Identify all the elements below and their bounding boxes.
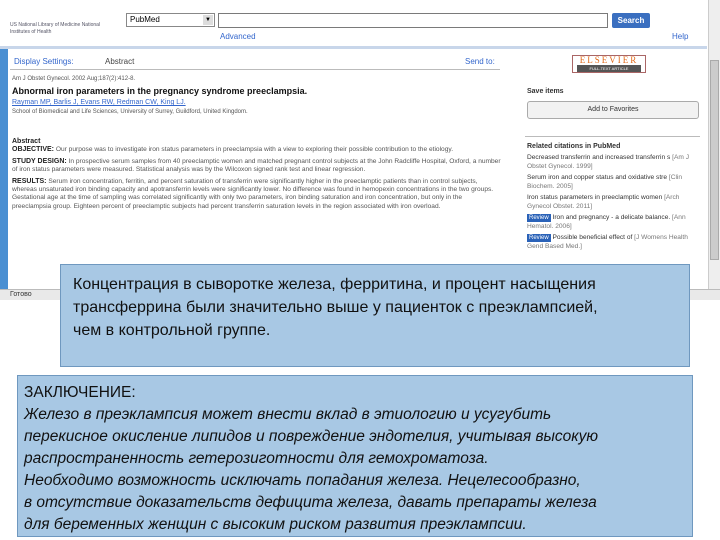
related-link[interactable]: Decreased transferrin and increased transferrin s [527, 154, 671, 161]
conclusion-callout [17, 375, 693, 537]
list-item[interactable] [527, 154, 702, 171]
publisher-full-text-link[interactable] [572, 55, 646, 73]
related-link[interactable]: Serum iron and copper status and oxidative stre [527, 174, 668, 181]
callout-line: Концентрация в сыворотке железа, ферритина, и процент насыщения [73, 276, 596, 293]
display-settings-link[interactable]: Display Settings: [14, 57, 74, 66]
search-button[interactable]: Search [612, 13, 650, 28]
nlm-logo: US National Library of Medicine National Institutes of Health [10, 22, 101, 35]
display-value: Abstract [105, 57, 135, 66]
callout-line: в отсутствие доказательств дефицита железа, давать препараты железа [24, 494, 597, 511]
heading-text: ЗАКЛЮЧЕНИЕ [24, 384, 132, 401]
list-item[interactable] [527, 214, 702, 231]
conclusion-heading [24, 382, 686, 404]
left-accent-strip [0, 49, 8, 289]
abstract-block [12, 138, 502, 214]
callout-line: распространенность гетерозиготности для гемохроматоза. [24, 450, 489, 467]
results-callout [60, 264, 690, 367]
related-link[interactable]: Iron status parameters in preeclamptic women [527, 194, 663, 201]
status-text: Готово [10, 291, 32, 298]
callout-line: трансферрина были значительно выше у пациенток с преэклампсией, [73, 299, 598, 316]
header-divider [0, 46, 707, 49]
related-journal: [J Womens Health Gend Based Med.] [527, 234, 688, 250]
save-items-heading: Save items [527, 88, 564, 95]
list-item[interactable] [527, 174, 702, 191]
section-text: In prospective serum samples from 40 preeclamptic women and matched pregnant control subjects at the John Radcliffe Hospital, Oxford, a number of iron status parameters were measured. Statistical analysis was by the Wilcoxon signed rank test and linear regression. [12, 157, 501, 174]
database-select[interactable] [126, 13, 215, 27]
related-link[interactable]: Possible beneficial effect of [552, 234, 633, 241]
citation: Am J Obstet Gynecol. 2002 Aug;187(2):412-8. [12, 76, 136, 82]
related-journal: [Clin Biochem. 2005] [527, 174, 683, 190]
pubmed-header [0, 0, 707, 48]
callout-line: Необходимо возможность исключать попадания железа. Нецелесообразно, [24, 472, 581, 489]
add-to-favorites-button[interactable]: Add to Favorites [527, 101, 699, 119]
callout-line: чем в контрольной группе. [73, 322, 271, 339]
section-text: Serum iron concentration, ferritin, and percent saturation of transferrin were significantly higher in the preeclamptic patients than in control subjects, whereas unsaturated iron binding capacity and apotransferrin levels were significantly lower. No difference was found in hemopexin concentrations in the two groups. Gestational age at the time of sampling was correlated significantly with only two parameters, iron binding saturation and iron concentration, but only in the preeclampsia group. Eighteen percent of preeclamptic subjects had percent transferrin saturation levels in the region associated with iron overload. [12, 177, 494, 210]
chevron-down-icon: ▼ [203, 15, 213, 25]
related-citations-heading: Related citations in PubMed [527, 143, 621, 150]
affiliation: School of Biomedical and Life Sciences, University of Surrey, Guildford, United Kingdom. [12, 109, 248, 115]
related-citations-list [527, 154, 702, 254]
abstract-section [12, 158, 502, 175]
review-badge: Review [529, 235, 549, 241]
search-input[interactable] [218, 13, 608, 28]
related-journal: [Arch Gynecol Obstet. 2011] [527, 194, 680, 210]
related-journal: [Am J Obstet Gynecol. 1999] [527, 154, 690, 170]
callout-line: перекисное окисление липидов и повреждение эндотелия, учитывая высокую [24, 428, 599, 445]
article-title: Abnormal iron parameters in the pregnancy syndrome preeclampsia. [12, 86, 308, 96]
related-journal: [Ann Hematol. 2006] [527, 214, 686, 230]
advanced-link[interactable]: Advanced [220, 32, 256, 41]
section-label: OBJECTIVE: [12, 146, 55, 154]
section-text: Our purpose was to investigate iron status parameters in preeclampsia with a view to exploring their possible contribution to the etiology. [55, 146, 454, 154]
help-link[interactable]: Help [672, 32, 689, 41]
review-badge: Review [529, 215, 549, 221]
section-label: STUDY DESIGN: [12, 157, 67, 165]
related-link[interactable]: Iron and pregnancy - a delicate balance. [552, 214, 671, 221]
divider [10, 69, 500, 70]
callout-line: Железо в преэклампсия может внести вклад в этиологию и усугубить [24, 406, 552, 423]
vertical-scrollbar[interactable] [708, 0, 720, 290]
abstract-section [12, 146, 502, 154]
divider [525, 136, 700, 137]
send-to-link[interactable]: Send to: [465, 57, 495, 66]
publisher-sub: FULL-TEXT ARTICLE [577, 65, 641, 72]
publisher-name: ELSEVIER [579, 55, 639, 65]
heading-colon: : [131, 384, 136, 401]
abstract-section [12, 178, 502, 212]
list-item[interactable] [527, 234, 702, 251]
authors-list[interactable]: Rayman MP, Barlis J, Evans RW, Redman CW, King LJ. [12, 99, 186, 106]
database-select-value: PubMed [130, 15, 160, 24]
section-label: RESULTS: [12, 177, 47, 185]
list-item[interactable] [527, 194, 702, 211]
abstract-heading: Abstract [12, 138, 41, 145]
callout-line: для беременных женщин с высоким риском развития преэклампсии. [24, 516, 527, 533]
scrollbar-thumb[interactable] [710, 60, 719, 260]
